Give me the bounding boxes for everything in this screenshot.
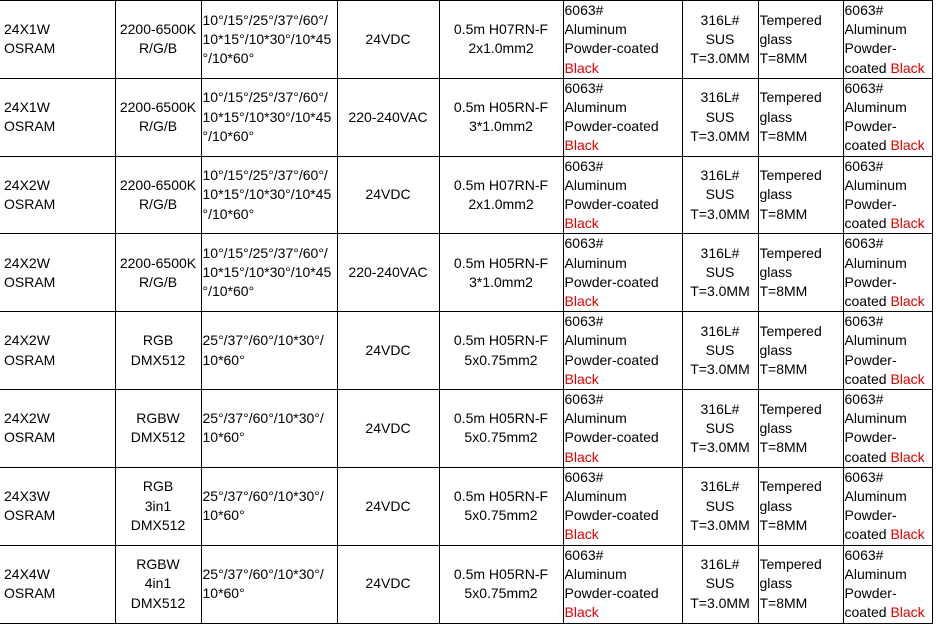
finish-color-text: Black <box>890 448 925 465</box>
voltage-cell: 220-240VAC <box>337 78 439 156</box>
cell-line: 5x0.75mm2 <box>464 585 538 602</box>
cell-line: 10*60° <box>202 585 245 602</box>
cell-line: Tempered <box>759 89 822 106</box>
table-row <box>0 312 932 390</box>
housing-cell <box>563 156 682 234</box>
cell-line: Powder-coated <box>564 118 659 135</box>
cell-line: Powder- <box>844 273 897 290</box>
glass-cell <box>758 545 843 623</box>
cell-line: T=3.0MM <box>690 127 750 144</box>
cell-line: Tempered <box>759 245 822 262</box>
table-row <box>0 1 932 79</box>
housing-cell <box>563 467 682 545</box>
cell-line: 0.5m H05RN-F <box>453 99 549 116</box>
cell-line: 6063# <box>564 546 604 563</box>
voltage-cell: 24VDC <box>337 545 439 623</box>
cell-line: 24X1W <box>4 21 50 38</box>
beam-angle-cell <box>201 156 337 234</box>
housing-color-text: Black <box>564 215 599 232</box>
cell-line: 0.5m H05RN-F <box>453 254 549 271</box>
cell-line: glass <box>759 108 793 125</box>
cell-line: 316L# <box>700 400 740 417</box>
housing-color-text: Black <box>564 59 599 76</box>
finish-cell <box>843 312 932 390</box>
finish-cell <box>843 467 932 545</box>
cell-line: 10*60° <box>202 351 245 368</box>
cell-line: 24X2W <box>4 332 50 349</box>
glass-cell <box>758 156 843 234</box>
housing-cell <box>563 234 682 312</box>
cable-cell <box>439 234 563 312</box>
cable-cell <box>439 467 563 545</box>
cell-line: T=3.0MM <box>690 205 750 222</box>
cell-line: 6063# <box>564 2 604 18</box>
cell-line: RGB <box>142 478 174 495</box>
cell-line: 6063# <box>844 2 884 18</box>
cell-line: °/10*60° <box>202 283 255 300</box>
cell-line: °/10*60° <box>202 127 255 144</box>
cell-line: 316L# <box>700 478 740 495</box>
finish-cell <box>843 156 932 234</box>
cell-line: SUS <box>705 186 735 203</box>
cell-line: Powder- <box>844 429 897 446</box>
cell-line: Aluminum <box>564 332 627 349</box>
power-cell <box>0 234 115 312</box>
cell-line: SUS <box>705 419 735 436</box>
cell-line: 6063# <box>844 468 884 485</box>
cell-line: 316L# <box>700 556 740 573</box>
power-cell <box>0 545 115 623</box>
cell-line: T=8MM <box>759 283 808 300</box>
cable-cell <box>439 390 563 468</box>
cell-line: 0.5m H05RN-F <box>453 410 549 427</box>
cable-cell <box>439 156 563 234</box>
cell-line: T=8MM <box>759 205 808 222</box>
cell-line: Tempered <box>759 167 822 184</box>
cell-line: SUS <box>705 264 735 281</box>
cell-line: 10°/15°/25°/37°/60°/ <box>202 11 328 28</box>
cell-line: 6063# <box>844 157 884 174</box>
finish-color-text: Black <box>890 526 925 543</box>
cell-line: RGBW <box>136 556 180 573</box>
cell-line: Tempered <box>759 322 822 339</box>
cell-line: 316L# <box>700 89 740 106</box>
beam-angle-cell <box>201 467 337 545</box>
beam-angle-cell <box>201 545 337 623</box>
housing-color-text: Black <box>564 293 599 310</box>
cell-line: Powder- <box>844 118 897 135</box>
voltage-cell: 24VDC <box>337 390 439 468</box>
finish-coated-text: coated <box>844 448 887 465</box>
finish-color-text: Black <box>890 604 925 621</box>
cell-line: SUS <box>705 575 735 592</box>
glass-cell <box>758 78 843 156</box>
cell-line: OSRAM <box>4 507 56 524</box>
cable-cell <box>439 78 563 156</box>
cell-line: glass <box>759 575 793 592</box>
cell-line: 10*15°/10*30°/10*45 <box>202 264 332 281</box>
cell-line: 24X3W <box>4 488 50 505</box>
cell-line: Powder-coated <box>564 507 659 524</box>
cell-line: Powder- <box>844 351 897 368</box>
cell-line: R/G/B <box>138 196 178 213</box>
cell-line: 5x0.75mm2 <box>464 429 538 446</box>
cell-line: OSRAM <box>4 118 56 135</box>
frame-cell <box>682 390 758 468</box>
cell-line: glass <box>759 264 793 281</box>
cell-line: 0.5m H05RN-F <box>453 565 549 582</box>
cell-line: T=3.0MM <box>690 361 750 378</box>
cell-line: Powder- <box>844 40 897 57</box>
voltage-cell: 24VDC <box>337 467 439 545</box>
finish-color-text: Black <box>890 137 925 154</box>
cell-line: Aluminum <box>564 21 627 38</box>
finish-coated-text: coated <box>844 370 887 387</box>
cell-line: 3in1 <box>144 497 172 514</box>
beam-angle-cell <box>201 312 337 390</box>
housing-color-text: Black <box>564 526 599 543</box>
cell-line: Powder- <box>844 585 897 602</box>
cell-line: T=3.0MM <box>690 283 750 300</box>
finish-coated-text: coated <box>844 59 887 76</box>
cable-cell <box>439 1 563 79</box>
cell-line: SUS <box>705 497 735 514</box>
cct-cell <box>115 467 201 545</box>
cell-line: 25°/37°/60°/10*30°/ <box>202 332 324 349</box>
cable-cell <box>439 312 563 390</box>
finish-color-text: Black <box>890 293 925 310</box>
voltage-cell: 220-240VAC <box>337 234 439 312</box>
table-row <box>0 390 932 468</box>
cct-cell <box>115 312 201 390</box>
cell-line: Powder-coated <box>564 40 659 57</box>
beam-angle-cell <box>201 78 337 156</box>
cell-line: OSRAM <box>4 40 56 57</box>
spec-table-body <box>0 1 932 624</box>
cell-line: 5x0.75mm2 <box>464 507 538 524</box>
cell-line: OSRAM <box>4 196 56 213</box>
cell-line: T=3.0MM <box>690 439 750 456</box>
cell-line: Aluminum <box>844 410 907 427</box>
cell-line: 6063# <box>844 313 884 330</box>
table-row <box>0 156 932 234</box>
cell-line: T=8MM <box>759 50 808 66</box>
cell-line: 316L# <box>700 167 740 184</box>
frame-cell <box>682 234 758 312</box>
table-row <box>0 467 932 545</box>
cell-line: Aluminum <box>564 99 627 116</box>
cell-line: 6063# <box>564 235 604 252</box>
cell-line: DMX512 <box>130 351 186 368</box>
cell-line: 316L# <box>700 11 740 28</box>
housing-color-text: Black <box>564 604 599 621</box>
cell-line: T=8MM <box>759 594 808 611</box>
cell-line: Aluminum <box>844 565 907 582</box>
frame-cell <box>682 467 758 545</box>
finish-color-text: Black <box>890 59 925 76</box>
cell-line: Aluminum <box>844 488 907 505</box>
cell-line: 6063# <box>844 79 884 96</box>
cell-line: 6063# <box>564 157 604 174</box>
finish-coated-text: coated <box>844 526 887 543</box>
glass-cell <box>758 312 843 390</box>
cct-cell <box>115 1 201 79</box>
cell-line: 10°/15°/25°/37°/60°/ <box>202 245 328 262</box>
cell-line: Tempered <box>759 400 822 417</box>
voltage-cell: 24VDC <box>337 312 439 390</box>
cell-line: 24X2W <box>4 254 50 271</box>
cell-line: Powder-coated <box>564 351 659 368</box>
cell-line: 25°/37°/60°/10*30°/ <box>202 410 324 427</box>
cell-line: Powder- <box>844 507 897 524</box>
beam-angle-cell <box>201 390 337 468</box>
frame-cell <box>682 312 758 390</box>
cct-cell <box>115 234 201 312</box>
cct-cell <box>115 156 201 234</box>
finish-cell <box>843 545 932 623</box>
housing-cell <box>563 312 682 390</box>
cell-line: 2x1.0mm2 <box>468 196 534 213</box>
cell-line: OSRAM <box>4 273 56 290</box>
power-cell <box>0 467 115 545</box>
finish-coated-text: coated <box>844 293 887 310</box>
cct-cell <box>115 390 201 468</box>
frame-cell <box>682 545 758 623</box>
cell-line: 24X1W <box>4 99 50 116</box>
cell-line: 316L# <box>700 322 740 339</box>
cell-line: 24X4W <box>4 565 50 582</box>
table-row <box>0 234 932 312</box>
cell-line: DMX512 <box>130 516 186 533</box>
finish-cell <box>843 234 932 312</box>
cell-line: Aluminum <box>844 99 907 116</box>
cell-line: 24X2W <box>4 410 50 427</box>
cell-line: DMX512 <box>130 594 186 611</box>
finish-color-text: Black <box>890 215 925 232</box>
cell-line: T=8MM <box>759 361 808 378</box>
cell-line: Aluminum <box>564 565 627 582</box>
cell-line: Aluminum <box>844 254 907 271</box>
cell-line: T=3.0MM <box>690 50 750 66</box>
cell-line: OSRAM <box>4 429 56 446</box>
cell-line: 2200-6500K <box>119 254 197 271</box>
cell-line: 4in1 <box>144 575 172 592</box>
power-cell <box>0 390 115 468</box>
frame-cell <box>682 1 758 79</box>
cell-line: 2x1.0mm2 <box>468 40 534 57</box>
glass-cell <box>758 467 843 545</box>
cell-line: 0.5m H07RN-F <box>453 176 549 193</box>
finish-coated-text: coated <box>844 604 887 621</box>
frame-cell <box>682 78 758 156</box>
cell-line: SUS <box>705 342 735 359</box>
cell-line: 24X2W <box>4 176 50 193</box>
cell-line: 10°/15°/25°/37°/60°/ <box>202 89 328 106</box>
finish-coated-text: coated <box>844 215 887 232</box>
cell-line: RGBW <box>136 410 180 427</box>
cell-line: glass <box>759 30 793 47</box>
cell-line: T=8MM <box>759 127 808 144</box>
cell-line: 6063# <box>844 391 884 408</box>
cell-line: °/10*60° <box>202 50 255 66</box>
cell-line: Powder- <box>844 196 897 213</box>
cell-line: 2200-6500K <box>119 99 197 116</box>
cell-line: 10*60° <box>202 429 245 446</box>
housing-color-text: Black <box>564 137 599 154</box>
cell-line: 0.5m H07RN-F <box>453 21 549 38</box>
cell-line: 2200-6500K <box>119 21 197 38</box>
cell-line: Powder-coated <box>564 273 659 290</box>
cct-cell <box>115 78 201 156</box>
cell-line: 6063# <box>564 468 604 485</box>
cell-line: Aluminum <box>844 21 907 38</box>
cell-line: glass <box>759 342 793 359</box>
cell-line: OSRAM <box>4 351 56 368</box>
cell-line: 0.5m H05RN-F <box>453 332 549 349</box>
finish-cell <box>843 1 932 79</box>
cell-line: Powder-coated <box>564 429 659 446</box>
housing-cell <box>563 545 682 623</box>
cell-line: 5x0.75mm2 <box>464 351 538 368</box>
cell-line: R/G/B <box>138 40 178 57</box>
table-row <box>0 545 932 623</box>
power-cell <box>0 78 115 156</box>
finish-cell <box>843 78 932 156</box>
cell-line: 10*15°/10*30°/10*45 <box>202 108 332 125</box>
table-row <box>0 78 932 156</box>
beam-angle-cell <box>201 1 337 79</box>
cell-line: SUS <box>705 108 735 125</box>
cell-line: 3*1.0mm2 <box>469 273 533 290</box>
cell-line: RGB <box>142 332 174 349</box>
cell-line: 10*15°/10*30°/10*45 <box>202 30 332 47</box>
cell-line: Aluminum <box>564 254 627 271</box>
cell-line: glass <box>759 186 793 203</box>
cell-line: Aluminum <box>844 176 907 193</box>
finish-cell <box>843 390 932 468</box>
cell-line: Tempered <box>759 556 822 573</box>
cell-line: 6063# <box>844 235 884 252</box>
finish-color-text: Black <box>890 370 925 387</box>
cell-line: T=3.0MM <box>690 516 750 533</box>
cell-line: glass <box>759 419 793 436</box>
cell-line: DMX512 <box>130 429 186 446</box>
housing-color-text: Black <box>564 448 599 465</box>
power-cell <box>0 1 115 79</box>
housing-cell <box>563 78 682 156</box>
cell-line: Tempered <box>759 478 822 495</box>
cell-line: Aluminum <box>564 410 627 427</box>
glass-cell <box>758 234 843 312</box>
cell-line: 6063# <box>844 546 884 563</box>
cell-line: 6063# <box>564 79 604 96</box>
power-cell <box>0 156 115 234</box>
cell-line: 6063# <box>564 313 604 330</box>
housing-cell <box>563 1 682 79</box>
cell-line: 316L# <box>700 245 740 262</box>
cell-line: 25°/37°/60°/10*30°/ <box>202 565 324 582</box>
cable-cell <box>439 545 563 623</box>
cell-line: 10°/15°/25°/37°/60°/ <box>202 167 328 184</box>
glass-cell <box>758 390 843 468</box>
cell-line: 6063# <box>564 391 604 408</box>
cell-line: Powder-coated <box>564 585 659 602</box>
finish-coated-text: coated <box>844 137 887 154</box>
housing-cell <box>563 390 682 468</box>
cell-line: T=3.0MM <box>690 594 750 611</box>
cell-line: Powder-coated <box>564 196 659 213</box>
cell-line: 3*1.0mm2 <box>469 118 533 135</box>
power-cell <box>0 312 115 390</box>
housing-color-text: Black <box>564 370 599 387</box>
cell-line: glass <box>759 497 793 514</box>
cell-line: Aluminum <box>844 332 907 349</box>
cell-line: SUS <box>705 30 735 47</box>
voltage-cell: 24VDC <box>337 1 439 79</box>
cell-line: Aluminum <box>564 176 627 193</box>
glass-cell <box>758 1 843 79</box>
cell-line: 10*60° <box>202 507 245 524</box>
cell-line: Tempered <box>759 11 822 28</box>
voltage-cell: 24VDC <box>337 156 439 234</box>
cell-line: 2200-6500K <box>119 176 197 193</box>
cell-line: 0.5m H05RN-F <box>453 488 549 505</box>
cell-line: 25°/37°/60°/10*30°/ <box>202 488 324 505</box>
cell-line: Aluminum <box>564 488 627 505</box>
cell-line: T=8MM <box>759 516 808 533</box>
cell-line: 10*15°/10*30°/10*45 <box>202 186 332 203</box>
cell-line: OSRAM <box>4 585 56 602</box>
cell-line: R/G/B <box>138 273 178 290</box>
beam-angle-cell <box>201 234 337 312</box>
cell-line: T=8MM <box>759 439 808 456</box>
cell-line: R/G/B <box>138 118 178 135</box>
cell-line: °/10*60° <box>202 205 255 222</box>
cct-cell <box>115 545 201 623</box>
frame-cell <box>682 156 758 234</box>
